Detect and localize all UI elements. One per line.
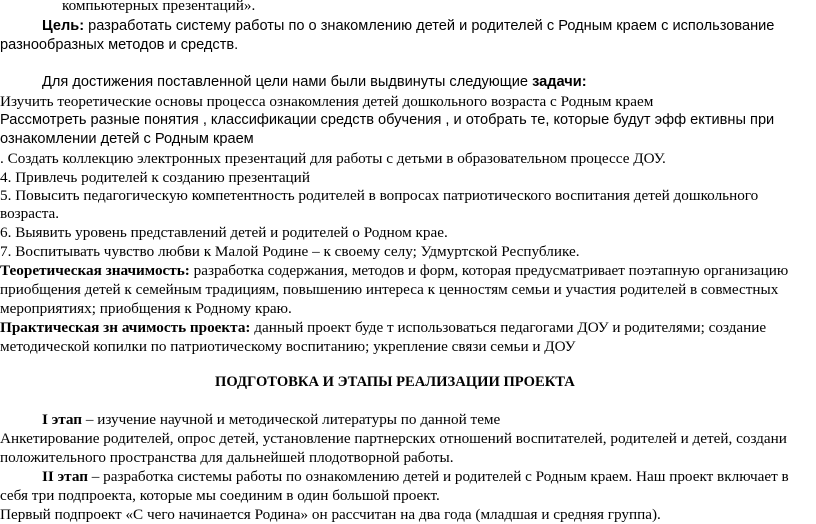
task-text: возраста. [0,205,60,222]
text-line [0,486,440,505]
goal-text-continued: разнообразных методов и средств. [0,37,239,53]
paragraph-text: Первый подпроект «С чего начинается Родина» он рассчитан на два года (младшая и средняя группа). [0,506,661,523]
text-line [0,429,787,448]
paragraph-text: мероприятиях; приобщения к Родному краю. [0,300,292,317]
task-item [0,223,448,242]
stage-two-text: – разработка системы работы по ознакомлению детей и родителей с Родным краем. Наш проект включает в [87,468,789,485]
practical-significance-line [0,318,766,337]
text-line [62,0,255,15]
text-line [0,299,292,318]
task-text: 7. Воспитывать чувство любви к Малой Родине – к своему селу; Удмуртской Республике. [0,243,580,260]
paragraph-text: себя три подпроекта, которые мы соединим в один большой проект. [0,487,440,504]
text-line [0,337,576,356]
task-text: Изучить теоретические основы процесса ознакомления детей дошкольного возраста с Родным краем [0,93,654,110]
goal-line [42,17,774,36]
stage-one-line [42,410,500,429]
intro-fragment: компьютерных презентаций». [62,0,256,14]
tasks-intro-text: Для достижения поставленной цели нами были выдвинуты следующие [42,74,533,90]
stage-two-line [42,467,789,486]
paragraph-text: Анкетирование родителей, опрос детей, установление партнерских отношений воспитателей, родителей и детей, создани [0,430,787,447]
practical-significance-text: данный проект буде т использоваться педагогами ДОУ и родителями; создание [250,319,767,336]
task-text: Рассмотреть разные понятия , классификации средств обучения , и отобрать те, которые будут эфф ективны при [0,112,775,128]
theoretical-significance-text: разработка содержания, методов и форм, которая предусматривает поэтапную организацию [193,262,789,279]
goal-text: разработать систему работы по о знакомлению детей и родителей с Родным краем с использование [84,18,775,34]
task-text: . Создать коллекцию электронных презентаций для работы с детьми в образовательном процессе ДОУ. [0,150,666,167]
tasks-intro-line [42,73,587,92]
theoretical-significance-label: Теоретическая значимость: [0,262,194,279]
task-item-continued [0,204,59,223]
text-line [0,280,778,299]
stage-two-label: II этап [42,468,88,485]
task-item [0,186,758,205]
stage-one-text: – изучение научной и методической литературы по данной теме [82,411,501,428]
theoretical-significance-line [0,261,788,280]
task-text: 5. Повысить педагогическую компетентность родителей в вопросах патриотического воспитания детей дошкольного [0,187,759,204]
text-line [0,448,454,467]
task-item-continued [0,130,254,149]
section-heading-text: ПОДГОТОВКА И ЭТАПЫ РЕАЛИЗАЦИИ ПРОЕКТА [215,374,575,390]
section-heading [215,373,575,392]
stage-one-label: I этап [42,411,83,428]
practical-significance-label: Практическая зн ачимость проекта: [0,319,251,336]
paragraph-text: приобщения детей к семейным традициям, повышению интереса к ценностям семьи и участия родителей в совместных [0,281,779,298]
task-item [0,149,666,168]
text-line [0,36,238,55]
paragraph-text: положительного пространства для дальнейшей плодотворной работы. [0,449,454,466]
task-item [0,242,580,261]
text-line [0,505,661,524]
task-text: ознакомлении детей с Родным краем [0,131,254,147]
tasks-label: задачи: [532,74,587,90]
task-text: 4. Привлечь родителей к созданию презентаций [0,169,310,186]
task-item [0,168,310,187]
task-item [0,92,653,111]
paragraph-text: методической копилки по патриотическому воспитанию; укрепление связи семьи и ДОУ [0,338,576,355]
goal-label: Цель: [42,18,85,34]
task-text: 6. Выявить уровень представлений детей и родителей о Родном крае. [0,224,448,241]
task-item [0,111,774,130]
